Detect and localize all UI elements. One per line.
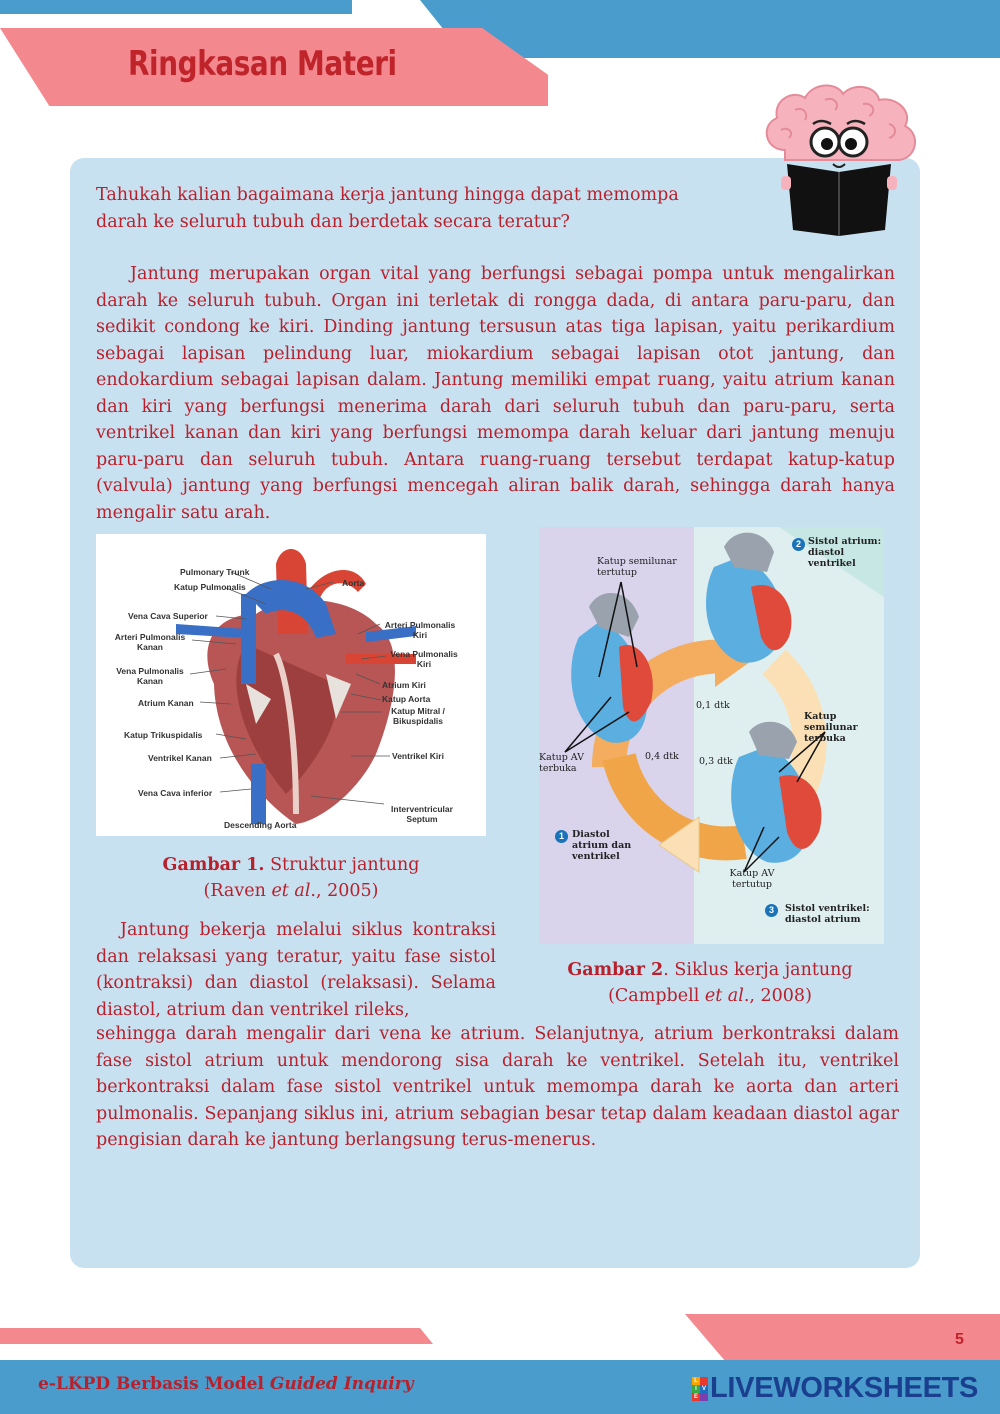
label-katup-trikuspidalis: Katup Trikuspidalis	[124, 730, 203, 740]
label-pulmonary-trunk: Pulmonary Trunk	[180, 567, 250, 577]
label-ventrikel-kiri: Ventrikel Kiri	[392, 751, 444, 761]
label-vena-cava-inferior: Vena Cava inferior	[138, 788, 213, 798]
label-arteri-pulmonalis-kanan: Arteri Pulmonalis Kanan	[114, 632, 186, 652]
page-number: 5	[955, 1331, 964, 1348]
label-katup-aorta: Katup Aorta	[382, 694, 431, 704]
figure1-caption-text: Struktur jantung	[264, 855, 420, 875]
figure1-citation-open: (Raven	[203, 881, 272, 901]
step-number-3: 3	[765, 904, 778, 917]
label-time-0-3: 0,3 dtk	[699, 756, 733, 767]
paragraph-cardiac-cycle: Jantung bekerja melalui siklus kontraksi dan relaksasi yang teratur, yaitu fase sistol (kontraksi) dan diastol (relaksasi). Selama diastol, atrium dan ventrikel rileks,	[96, 920, 496, 1020]
step-number-2: 2	[792, 538, 805, 551]
label-ventrikel-kanan: Ventrikel Kanan	[148, 753, 212, 763]
figure2-citation-open: (Campbell	[608, 986, 705, 1006]
label-descending-aorta: Descending Aorta	[224, 820, 297, 830]
figure1-citation-close: ., 2005)	[310, 881, 379, 901]
figure2-caption-text: . Siklus kerja jantung	[663, 960, 853, 980]
figure2-caption	[540, 957, 880, 1009]
footer-title	[38, 1374, 414, 1394]
label-arteri-pulmonalis-kiri: Arteri Pulmonalis Kiri	[384, 620, 456, 640]
cardiac-cycle-figure	[539, 527, 884, 944]
intro-question: Tahukah kalian bagaimana kerja jantung hingga dapat memompa darah ke seluruh tubuh dan berdetak secara teratur?	[96, 185, 679, 232]
footer-decor-pink-right	[685, 1314, 1000, 1362]
label-time-0-4: 0,4 dtk	[645, 751, 679, 762]
label-sistol-ventrikel: Sistol ventrikel: diastol atrium	[785, 903, 870, 925]
label-vena-cava-superior: Vena Cava Superior	[128, 611, 208, 621]
label-vena-pulmonalis-kanan: Vena Pulmonalis Kanan	[116, 666, 184, 686]
figure2-citation-etal: et al	[704, 986, 744, 1006]
footer-decor-pink-left	[0, 1328, 433, 1344]
label-vena-pulmonalis-kiri: Vena Pulmonalis Kiri	[390, 649, 458, 669]
label-atrium-kiri: Atrium Kiri	[382, 680, 426, 690]
label-diastol: Diastol atrium dan ventrikel	[572, 829, 632, 862]
brain-reading-mascot-icon	[755, 80, 923, 240]
label-aorta: Aorta	[342, 578, 365, 588]
liveworksheets-brand-text: LIVEWORKSHEETS	[710, 1372, 979, 1404]
paragraph-heart-structure: Jantung merupakan organ vital yang berfungsi sebagai pompa untuk mengalirkan darah ke seluruh tubuh. Organ ini terletak di rongga dada, di antara paru-paru, dan sedikit condong ke kiri. Dinding jantung tersusun atas tiga lapisan, yaitu perikardium sebagai lapisan pelindung luar, miokardium sebagai lapisan otot jantung, dan endokardium sebagai lapisan dalam. Jantung memiliki empat ruang, yaitu atrium kanan dan kiri yang berfungsi menerima darah dari seluruh tubuh dan paru-paru, serta ventrikel kanan dan kiri yang berfungsi memompa darah keluar dari jantung menuju paru-paru dan seluruh tubuh. Antara ruang-ruang tersebut terdapat katup-katup (valvula) jantung yang berfungsi mencegah aliran balik darah, sehingga darah hanya mengalir satu arah.	[96, 264, 895, 523]
heart-structure-figure	[96, 534, 486, 836]
figure2-citation-close: ., 2008)	[743, 986, 812, 1006]
label-katup-mitral: Katup Mitral / Bikuspidalis	[391, 706, 445, 726]
figure2-caption-label: Gambar 2	[567, 960, 664, 980]
header-decor-blue-left	[0, 0, 352, 14]
label-katup-av-tertutup: Katup AV tertutup	[729, 868, 775, 890]
label-katup-semilunar-tertutup: Katup semilunar tertutup	[597, 556, 677, 578]
label-atrium-kanan: Atrium Kanan	[138, 698, 194, 708]
liveworksheets-brand[interactable]	[692, 1372, 978, 1405]
label-time-0-1: 0,1 dtk	[696, 700, 730, 711]
figure1-citation-etal: et al	[271, 881, 311, 901]
paragraph-cardiac-cycle-continued: sehingga darah mengalir dari vena ke atrium. Selanjutnya, atrium berkontraksi dalam fase sistol atrium untuk mendorong sisa darah ke ventrikel. Setelah itu, ventrikel berkontraksi dalam fase sistol ventrikel untuk memompa darah ke aorta dan arteri pulmonalis. Sepanjang siklus ini, atrium sebagian besar tetap dalam keadaan diastol agar pengisian darah ke jantung berlangsung terus-menerus.	[96, 1024, 899, 1150]
footer-title-italic: Guided Inquiry	[269, 1374, 414, 1394]
footer-title-text: e-LKPD Berbasis Model	[38, 1374, 270, 1394]
page-title: Ringkasan Materi	[128, 44, 397, 84]
label-katup-pulmonalis: Katup Pulmonalis	[174, 582, 246, 592]
label-katup-semilunar-terbuka: Katup semilunar terbuka	[804, 711, 858, 744]
figure1-caption	[96, 852, 486, 904]
label-interventricular-septum: Interventricular Septum	[391, 804, 453, 824]
label-sistol-atrium: Sistol atrium: diastol ventrikel	[808, 536, 882, 569]
step-number-1: 1	[555, 830, 568, 843]
figure1-caption-label: Gambar 1.	[162, 855, 265, 875]
liveworksheets-logo-icon: L I V E	[693, 1377, 706, 1400]
label-katup-av-terbuka: Katup AV terbuka	[539, 752, 585, 774]
